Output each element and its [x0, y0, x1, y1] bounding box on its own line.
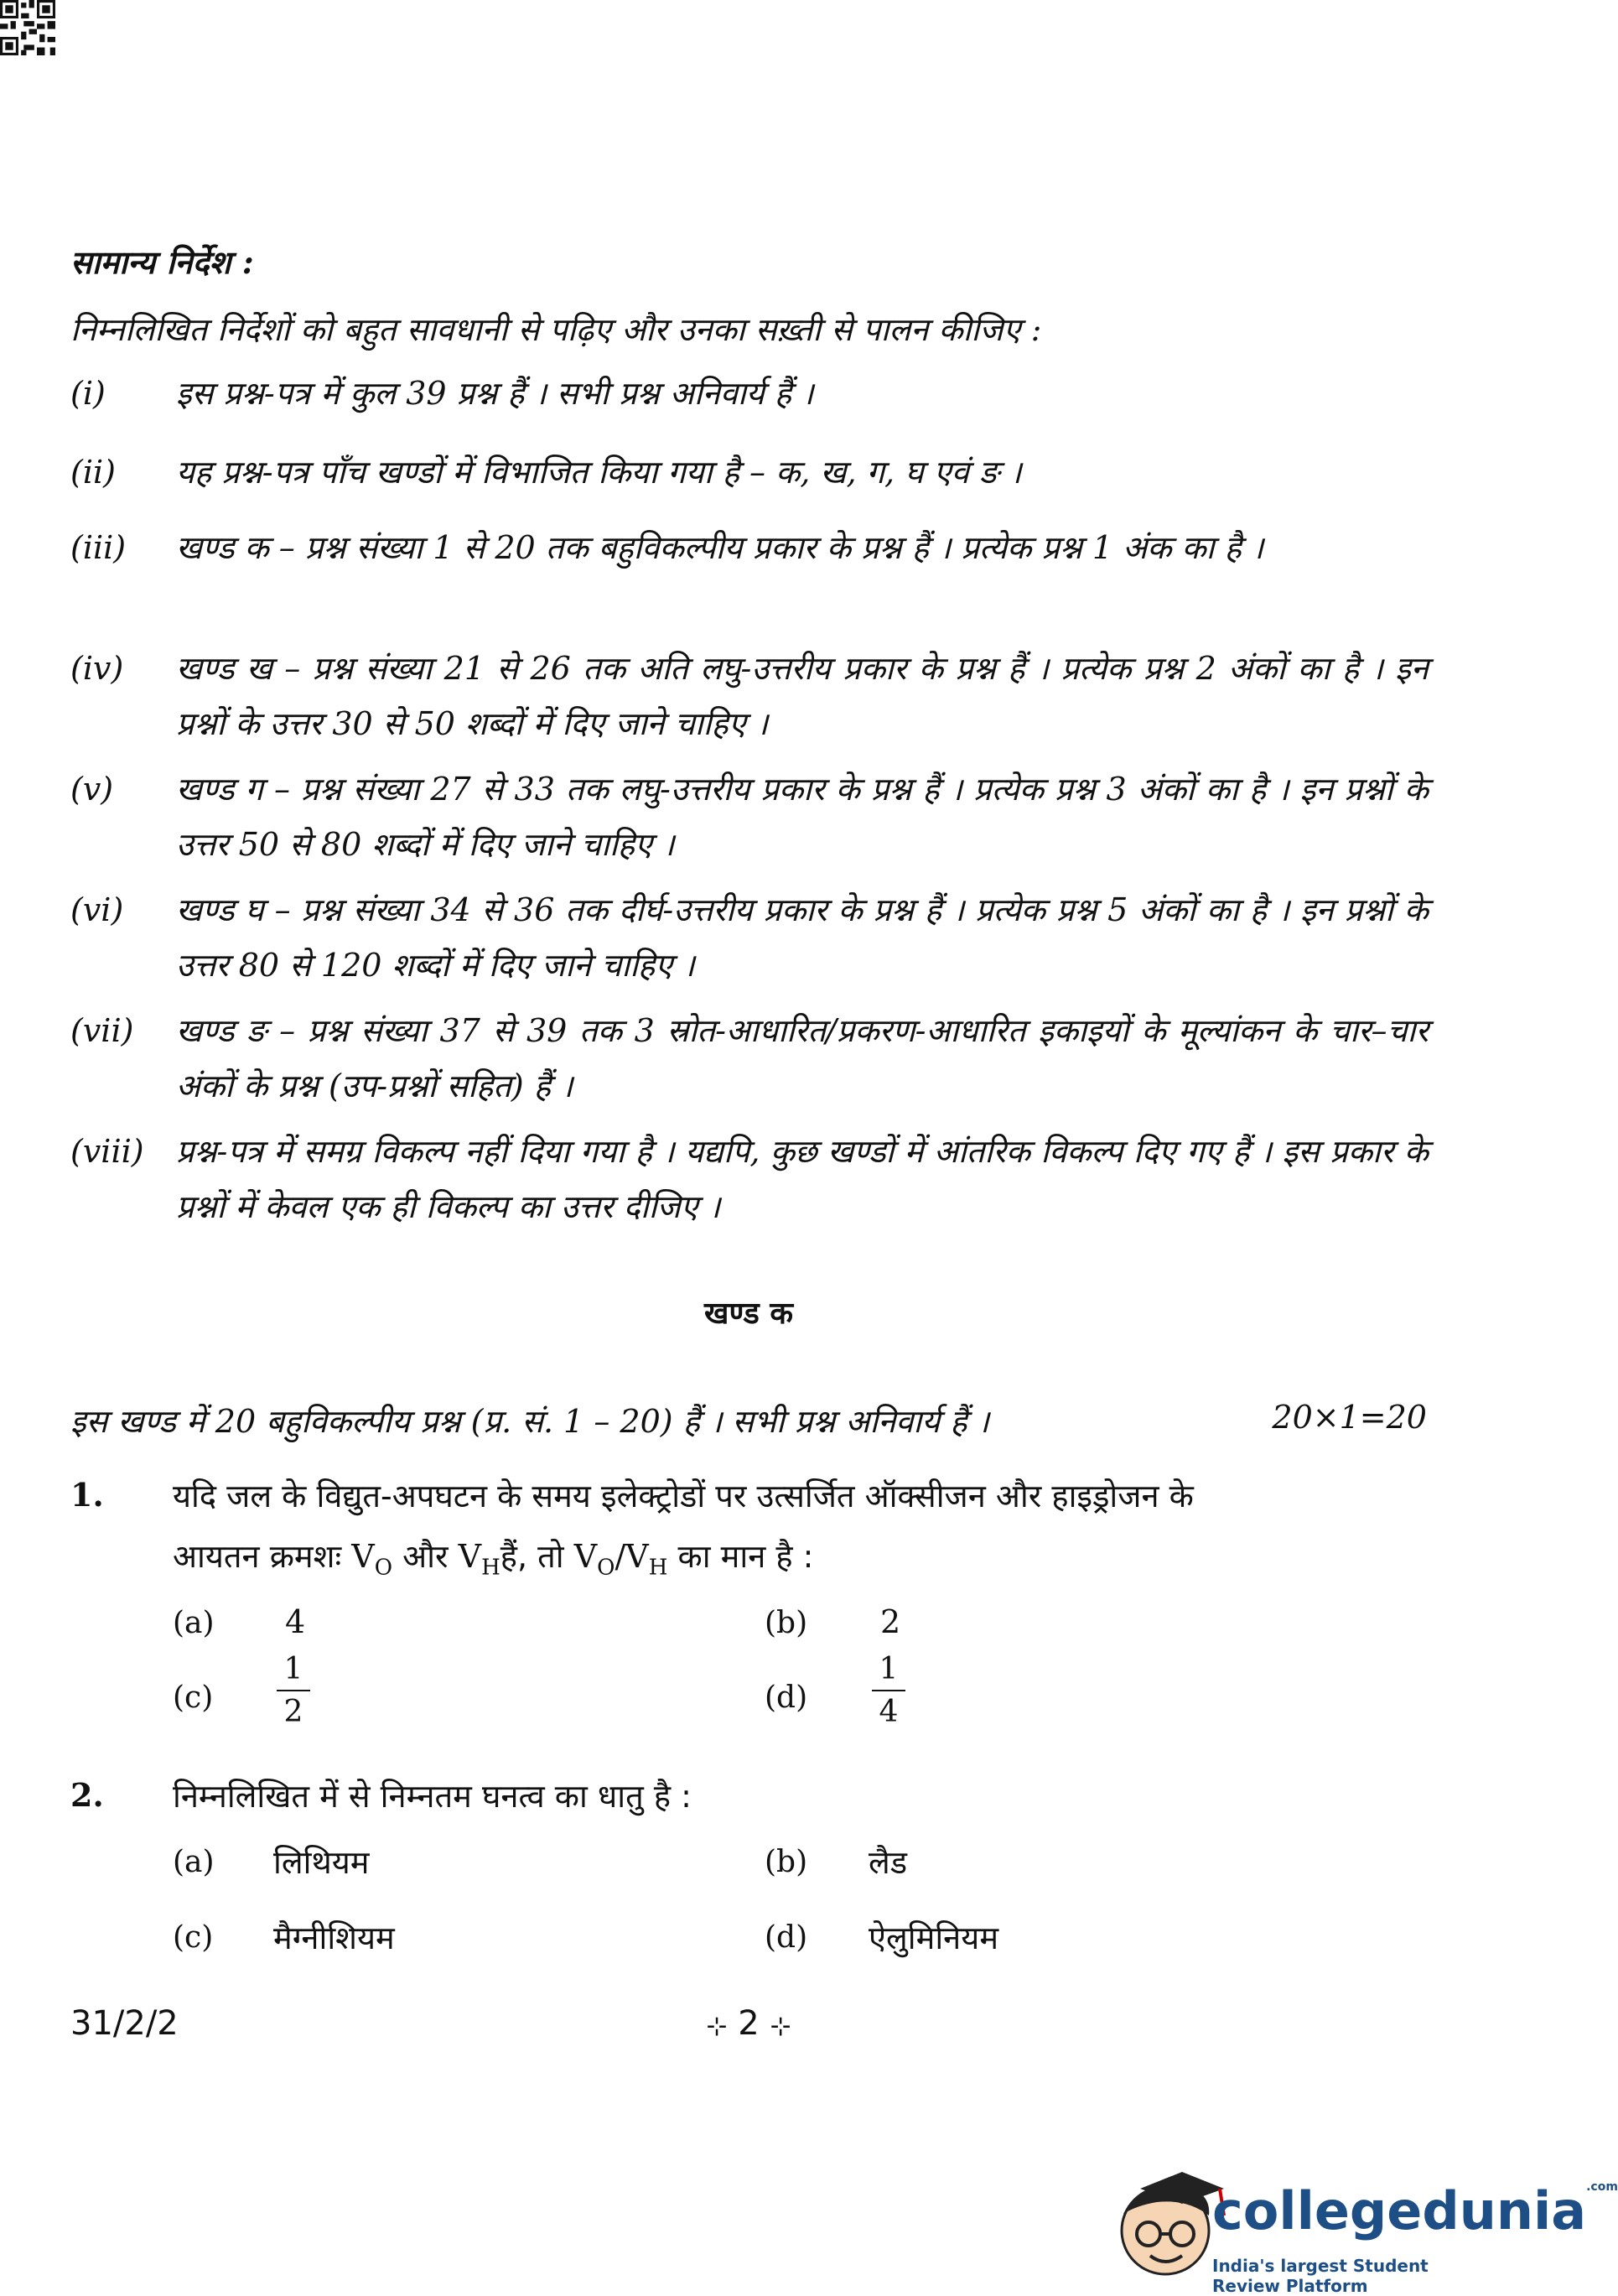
- q1-option-c-fraction: [277, 1652, 310, 1729]
- general-instructions-heading: सामान्य निर्देश :: [70, 243, 254, 281]
- question-1-number: 1.: [70, 1476, 104, 1514]
- section-title: खण्ड क: [704, 1296, 793, 1331]
- q1-option-d-fraction: [872, 1652, 905, 1729]
- instruction-text: खण्ड घ – प्रश्न संख्या 34 से 36 तक दीर्घ-उत्तरीय प्रकार के प्रश्न हैं । प्रत्येक प्रश्न 5 अंकों का है । इन प्रश्नों के उत्तर 80 से 120 शब्दों में दिए जाने चाहिए ।: [176, 891, 1429, 984]
- q2-option-b-value: लैड: [869, 1844, 908, 1881]
- instruction-text: प्रश्न-पत्र में समग्र विकल्प नहीं दिया गया है । यद्यपि, कुछ खण्डों में आंतरिक विकल्प दिए गए हैं । इस प्रकार के प्रश्नों में केवल एक ही विकल्प का उत्तर दीजिए ।: [176, 1133, 1429, 1225]
- section-marks: 20×1=20: [1272, 1399, 1427, 1436]
- q1-option-b-value: 2: [880, 1603, 901, 1640]
- instruction-num: (vi): [70, 891, 124, 928]
- instruction-text: इस प्रश्न-पत्र में कुल 39 प्रश्न हैं । सभी प्रश्न अनिवार्य हैं ।: [176, 375, 814, 412]
- instructions-intro: निम्नलिखित निर्देशों को बहुत सावधानी से पढ़िए और उनका सख़्ती से पालन कीजिए :: [70, 311, 1042, 348]
- section-intro: इस खण्ड में 20 बहुविकल्पीय प्रश्न (प्र. सं. 1 – 20) हैं । सभी प्रश्न अनिवार्य हैं ।: [70, 1403, 990, 1440]
- instruction-num: (iv): [70, 650, 124, 687]
- logo-tagline: India's largest Student Review Platform: [1212, 2256, 1429, 2296]
- fraction-bar: [872, 1690, 905, 1691]
- vh-symbol: $V_H$: [458, 1538, 500, 1581]
- instruction-text: यह प्रश्न-पत्र पाँच खण्डों में विभाजित किया गया है – क, ख, ग, घ एवं ङ ।: [176, 454, 1022, 491]
- instruction-text: खण्ड ङ – प्रश्न संख्या 37 से 39 तक 3 स्रोत-आधारित/प्रकरण-आधारित इकाइयों के मूल्यांकन के चार–चार अंकों के प्रश्न (उप-प्रश्नों सहित) हैं ।: [176, 1012, 1429, 1104]
- page-number-value: 2: [738, 2004, 760, 2043]
- vo-symbol: $V_O$: [351, 1538, 393, 1581]
- q1-option-a-label: (a): [173, 1606, 215, 1640]
- ratio-symbol: $V_O/V_H$: [573, 1538, 668, 1581]
- instruction-text: खण्ड ख – प्रश्न संख्या 21 से 26 तक अति लघु-उत्तरीय प्रकार के प्रश्न हैं । प्रत्येक प्रश्न 2 अंकों का है । इन प्रश्नों के उत्तर 30 से 50 शब्दों में दिए जाने चाहिए ।: [176, 650, 1429, 742]
- q2-option-c-value: मैग्नीशियम: [273, 1919, 395, 1956]
- logo-name: collegedunia$^{.com}$: [1212, 2180, 1618, 2241]
- q1-text-a: आयतन क्रमशः: [173, 1538, 342, 1575]
- fraction-numerator: 1: [283, 1652, 303, 1686]
- instruction-num: (iii): [70, 529, 127, 566]
- q1-and: और: [402, 1538, 449, 1575]
- logo-suffix: .com: [1586, 2180, 1618, 2194]
- question-2-text: निम्नलिखित में से निम्नतम घनत्व का धातु है :: [173, 1778, 692, 1815]
- fraction-denominator: 4: [879, 1695, 899, 1729]
- q1-option-c-label: (c): [173, 1680, 214, 1715]
- instruction-num: (i): [70, 375, 106, 412]
- page-number: [0, 2004, 1497, 2043]
- question-2-number: 2.: [70, 1776, 104, 1814]
- instruction-num: (v): [70, 771, 114, 808]
- q2-option-b-label: (b): [765, 1845, 808, 1879]
- qr-code: [0, 0, 55, 55]
- q1-option-b-label: (b): [765, 1606, 808, 1640]
- q2-option-d-label: (d): [765, 1920, 808, 1955]
- q1-option-d-label: (d): [765, 1680, 808, 1715]
- question-1-line2: [173, 1526, 1430, 1598]
- q1-option-a-value: 4: [285, 1603, 306, 1640]
- instruction-num: (vii): [70, 1012, 134, 1049]
- page-mark-left: ⊹: [706, 2012, 728, 2041]
- question-1-line1: यदि जल के विद्युत-अपघटन के समय इलेक्ट्रोडों पर उत्सर्जित ऑक्सीजन और हाइड्रोजन के: [173, 1478, 1194, 1514]
- q2-option-a-value: लिथियम: [273, 1844, 370, 1881]
- question-1-text: [173, 1466, 1430, 1598]
- instruction-num: (ii): [70, 454, 116, 491]
- instruction-text: खण्ड क – प्रश्न संख्या 1 से 20 तक बहुविकल्पीय प्रकार के प्रश्न हैं । प्रत्येक प्रश्न 1 अंक का है ।: [176, 529, 1264, 566]
- q1-text-c: का मान है :: [677, 1538, 814, 1575]
- q2-option-c-label: (c): [173, 1920, 214, 1955]
- paper-code: 31/2/2: [70, 2004, 179, 2043]
- instruction-num: (viii): [70, 1133, 144, 1170]
- q1-text-b: हैं, तो: [500, 1538, 564, 1575]
- instruction-text: खण्ड ग – प्रश्न संख्या 27 से 33 तक लघु-उत्तरीय प्रकार के प्रश्न हैं । प्रत्येक प्रश्न 3 अंकों का है । इन प्रश्नों के उत्तर 50 से 80 शब्दों में दिए जाने चाहिए ।: [176, 771, 1429, 863]
- fraction-denominator: 2: [283, 1695, 303, 1729]
- fraction-bar: [277, 1690, 310, 1691]
- page-mark-right: ⊹: [770, 2012, 791, 2041]
- fraction-numerator: 1: [879, 1652, 899, 1686]
- q2-option-a-label: (a): [173, 1845, 215, 1879]
- q2-option-d-value: ऐलुमिनियम: [869, 1919, 999, 1956]
